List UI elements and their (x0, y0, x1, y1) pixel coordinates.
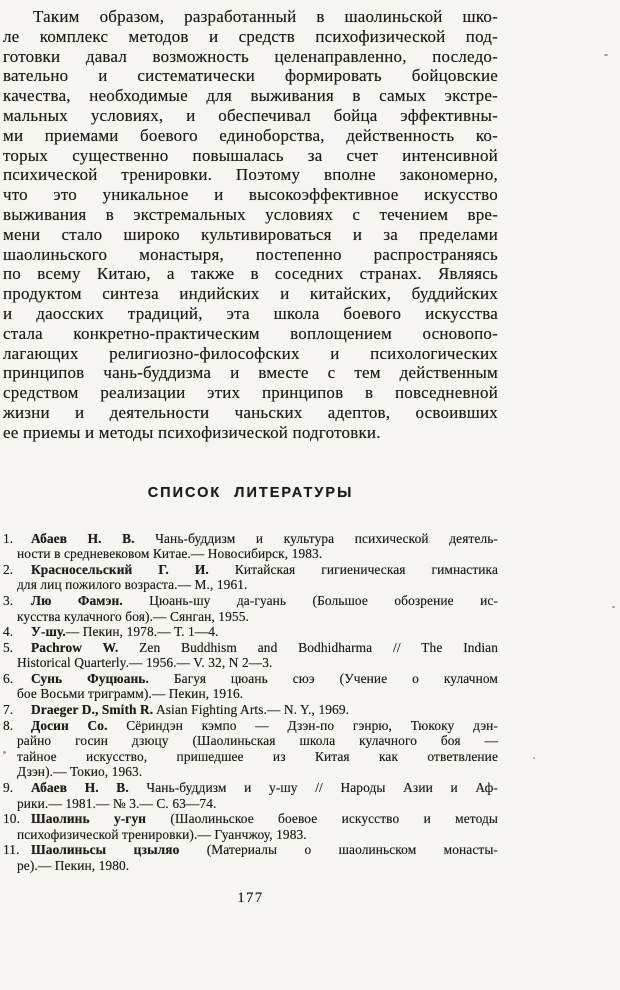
paragraph-line: средством реализации этих принципов в повседневной (3, 383, 498, 403)
reference-author: Шаолиньсы цзыляо (31, 842, 180, 858)
reference-number: 8. (3, 717, 14, 733)
reference-line: 6. Сунь Фуцюань. Багуя цюань сюэ (Учение о кулачном (3, 670, 498, 686)
reference-line: 3. Лю Фамэн. Цюань-шу да-гуань (Большое обозрение ис- (3, 592, 498, 608)
paragraph-line: продуктом синтеза индийских и китайских, буддийских (3, 284, 498, 304)
reference-author: Красносельский Г. И. (31, 561, 209, 577)
paragraph-line: качества, необходимые для выживания в самых экстре- (3, 86, 498, 106)
paragraph-line: готовки давал возможность целенаправленно, последо- (3, 46, 498, 66)
reference-line: Дзэн).— Токио, 1963. (17, 764, 143, 780)
reference-list (3, 531, 498, 874)
page-number: 177 (237, 889, 264, 906)
reference-item (3, 842, 498, 873)
reference-number: 4. (3, 624, 14, 640)
reference-line: Historical Quarterly.— 1956.— V. 32, N 2—3. (17, 655, 273, 671)
reference-line: ре).— Пекин, 1980. (17, 858, 130, 873)
reference-line: 11. Шаолиньсы цзыляо (Материалы о шаолиньском монасты- (3, 842, 498, 858)
reference-number: 5. (3, 639, 14, 655)
reference-line: 1. Абаев Н. В. Чань-буддизм и культура психической деятель- (3, 530, 498, 546)
reference-number: 9. (3, 780, 14, 796)
paragraph-line: ле комплекс методов и средств психофизической под- (3, 26, 498, 46)
paragraph-line: Таким образом, разработанный в шаолиньской шко- (33, 7, 498, 26)
body-paragraph (3, 7, 498, 443)
reference-author: Сунь Фуцюань. (31, 670, 149, 686)
paragraph-line: что это уникальное и высокоэффективное искусство (3, 185, 498, 205)
reference-item (3, 592, 498, 624)
bibliography-heading: СПИСОК ЛИТЕРАТУРЫ (147, 484, 354, 501)
paragraph-line: торых существенно повышалась за счет интенсивной (3, 145, 498, 165)
reference-item (3, 530, 498, 562)
reference-line: бое Восьми триграмм).— Пекин, 1916. (17, 686, 244, 702)
reference-line: 2. Красносельский Г. И. Китайская гигиеническая гимнастика (3, 561, 498, 577)
scan-speck (533, 757, 535, 759)
reference-line: тайное искусство, пришедшее из Китая как ответвление (17, 748, 498, 764)
paragraph-line: по всему Китаю, а также в соседних странах. Являясь (3, 264, 498, 284)
reference-number: 10. (3, 811, 21, 827)
reference-item (3, 717, 498, 780)
reference-item (3, 639, 499, 671)
scan-speck (43, 79, 45, 81)
reference-line: 5. Pachrow W. Zen Buddhism and Bodhidharma // The Indian (3, 639, 499, 655)
reference-author: Pachrow W. (31, 639, 119, 655)
reference-author: Draeger D., Smith R. (31, 702, 154, 718)
paragraph-line: психической тренировки. Поэтому вполне закономерно, (3, 165, 498, 185)
reference-author: Абаев Н. В. (31, 780, 129, 796)
reference-item (3, 811, 498, 842)
reference-author: Абаев Н. В. (31, 530, 135, 546)
scan-speck (3, 751, 6, 754)
paragraph-line: ми приемами боевого единоборства, действенность ко- (3, 125, 498, 145)
reference-number: 3. (3, 592, 14, 608)
reference-author: Досин Со. (31, 717, 108, 733)
reference-number: 1. (3, 530, 14, 546)
paragraph-line: вательно и систематически формировать бойцовские (3, 66, 498, 86)
reference-item (3, 624, 498, 640)
reference-item (3, 702, 498, 718)
reference-line: 7. Draeger D., Smith R. Asian Fighting Arts.— N. Y., 1969. (3, 702, 350, 718)
paragraph-line: мени стало широко культивироваться и за пределами (3, 224, 498, 244)
reference-line: кусства кулачного боя).— Сянган, 1955. (17, 608, 249, 624)
reference-line: психофизической тренировки).— Гуанчжоу, 1983. (17, 826, 307, 842)
reference-author: У-шу. (31, 624, 66, 640)
scan-speck (612, 606, 615, 608)
reference-number: 6. (3, 670, 14, 686)
reference-line: ности в средневековом Китае.— Новосибирск, 1983. (17, 546, 323, 562)
reference-line: 10. Шаолинь у-гун (Шаолиньское боевое искусство и методы (3, 811, 498, 827)
paragraph-line: жизни и деятельности чаньских адептов, освоивших (3, 402, 498, 422)
reference-line: 9. Абаев Н. В. Чань-буддизм и у-шу // Народы Азии и Аф- (3, 780, 498, 796)
reference-number: 2. (3, 561, 14, 577)
paragraph-line: мальных условиях, и обеспечивал бойца эффективны- (3, 105, 498, 125)
paragraph-line: принципов чань-буддизма и вместе с тем действенным (3, 363, 498, 383)
reference-item (3, 780, 498, 811)
paragraph-line: и даосских традиций, эта школа боевого искусства (3, 303, 498, 323)
reference-author: Шаолинь у-гун (31, 811, 147, 827)
reference-line: рики.— 1981.— № 3.— С. 63—74. (17, 795, 217, 811)
reference-number: 7. (3, 702, 14, 718)
reference-author: Лю Фамэн. (31, 592, 123, 608)
reference-item (3, 561, 498, 593)
paragraph-line: ее приемы и методы психофизической подготовки. (3, 422, 381, 442)
paragraph-line: выживания в экстремальных условиях с течением вре- (3, 204, 498, 224)
text-block (3, 7, 498, 907)
scan-speck (604, 54, 608, 56)
reference-item (3, 670, 498, 702)
reference-line: райно госин дзюцу (Шаолиньская школа кулачного боя — (17, 733, 498, 749)
reference-line: 8. Досин Со. Сёриндэн кэмпо — Дзэн-по гэнрю, Тюкоку дэн- (3, 717, 498, 733)
reference-number: 11. (3, 842, 20, 858)
paragraph-line: лагающих религиозно-философских и психологических (3, 343, 498, 363)
paragraph-line: шаолиньского монастыря, постепенно распространяясь (3, 244, 498, 264)
reference-line: для лиц пожилого возраста.— М., 1961. (17, 577, 248, 593)
paragraph-line: стала конкретно-практическим воплощением основопо- (3, 323, 498, 343)
reference-line: 4. У-шу.— Пекин, 1978.— Т. 1—4. (3, 624, 219, 640)
